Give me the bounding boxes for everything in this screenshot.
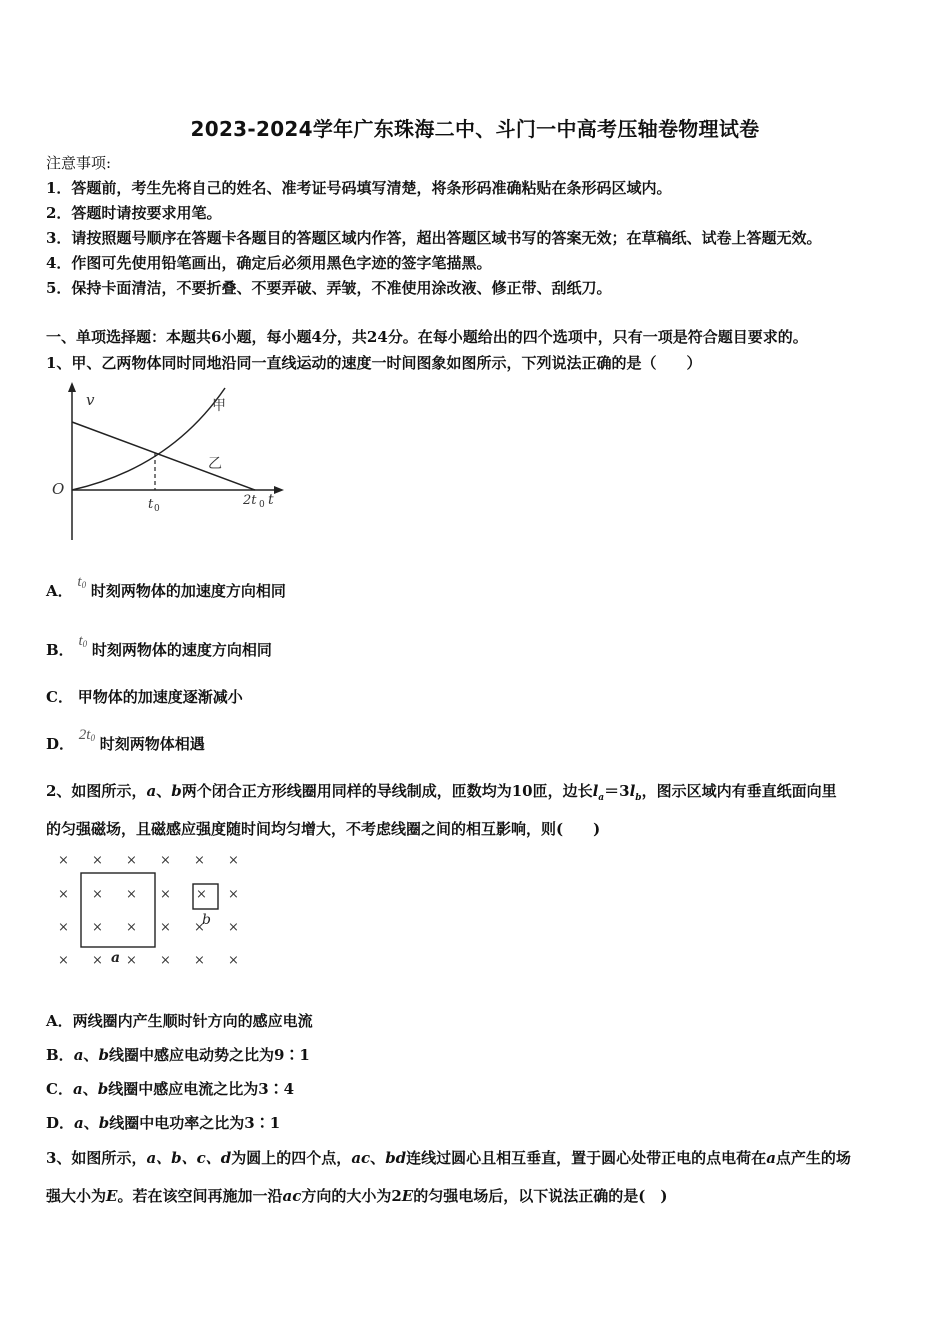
tick-2t0: 2t xyxy=(243,493,257,508)
svg-text:×: × xyxy=(92,853,103,868)
text-seg: 、 xyxy=(82,1080,98,1098)
option-math-sub: 0 xyxy=(81,580,87,590)
var-a: a xyxy=(73,1046,84,1064)
vt-graph xyxy=(40,380,290,540)
svg-text:×: × xyxy=(126,953,137,968)
option-text: 线圈中感应电动势之比为9∶1 xyxy=(108,1046,310,1064)
line-yi xyxy=(72,422,255,490)
text-seg: 点产生的场 xyxy=(775,1149,851,1167)
var-points: a、b、c、d xyxy=(146,1149,232,1167)
option-math-sub: 0 xyxy=(82,639,88,649)
option-text: 时刻两物体的速度方向相同 xyxy=(91,641,272,659)
svg-text:×: × xyxy=(92,887,103,902)
option-text: 时刻两物体的加速度方向相同 xyxy=(90,582,286,600)
var-la: l xyxy=(592,782,599,800)
note-item-4: 4．作图可先使用铅笔画出，确定后必须用黑色字迹的签字笔描黑。 xyxy=(46,254,492,272)
option-math-sub: 0 xyxy=(90,733,95,743)
label-jia: 甲 xyxy=(212,398,226,414)
var-b: b xyxy=(98,1114,110,1132)
notes-heading: 注意事项: xyxy=(46,154,112,172)
q1-stem: 1、甲、乙两物体同时同地沿同一直线运动的速度一时间图象如图所示，下列说法正确的是（ ） xyxy=(46,354,702,372)
option-text: 甲物体的加速度逐渐减小 xyxy=(77,688,243,706)
option-letter: B． xyxy=(46,641,74,659)
svg-text:×: × xyxy=(194,853,205,868)
q3-stem-line1 xyxy=(46,1147,851,1168)
q2-stem-line1 xyxy=(46,780,837,803)
page-title: 2023-2024学年广东珠海二中、斗门一中高考压轴卷物理试卷 xyxy=(190,117,760,141)
text-seg: ＝3 xyxy=(604,782,630,800)
tick-t0-sub: 0 xyxy=(154,504,160,514)
note-item-3: 3．请按照题号顺序在答题卡各题目的答题区域内作答，超出答题区域书写的答案无效；在草稿纸、试卷上答题无效。 xyxy=(46,229,822,247)
text-seg: 连线过圆心且相互垂直，置于圆心处带正电的点电荷在 xyxy=(406,1149,767,1167)
note-item-1: 1．答题前，考生先将自己的姓名、准考证号码填写清楚，将条形码准确粘贴在条形码区域内。 xyxy=(46,179,672,197)
text-seg: 、 xyxy=(83,1046,99,1064)
option-letter: C． xyxy=(46,1080,73,1098)
svg-text:×: × xyxy=(228,853,239,868)
q1-option-c[interactable] xyxy=(46,686,243,707)
magnetic-field-figure xyxy=(50,848,250,973)
svg-text:×: × xyxy=(58,887,69,902)
note-item-2: 2．答题时请按要求用笔。 xyxy=(46,204,222,222)
svg-text:×: × xyxy=(160,920,171,935)
option-math: t xyxy=(77,574,82,590)
option-text: 两线圈内产生顺时针方向的感应电流 xyxy=(72,1012,313,1030)
label-yi: 乙 xyxy=(208,456,222,472)
q2-option-d[interactable] xyxy=(46,1112,280,1133)
var-ac: ac xyxy=(282,1187,302,1205)
option-math: 2t xyxy=(78,727,91,743)
svg-text:×: × xyxy=(126,853,137,868)
svg-text:×: × xyxy=(194,953,205,968)
var-E: E xyxy=(106,1187,118,1205)
svg-text:×: × xyxy=(92,920,103,935)
var-bd: bd xyxy=(385,1149,407,1167)
text-seg: ，图示区域内有垂直纸面向里 xyxy=(641,782,837,800)
origin-label: O xyxy=(52,480,65,498)
svg-text:×: × xyxy=(228,887,239,902)
option-letter: C． xyxy=(46,688,73,706)
text-seg: 方向的大小为2 xyxy=(301,1187,402,1205)
svg-text:×: × xyxy=(194,920,205,935)
svg-text:×: × xyxy=(58,853,69,868)
curve-jia xyxy=(72,388,225,490)
svg-text:×: × xyxy=(126,920,137,935)
var-lb-sub: b xyxy=(635,793,642,803)
q2-stem-line2: 的匀强磁场，且磁感应强度随时间均匀增大，不考虑线圈之间的相互影响，则( ) xyxy=(46,820,601,838)
option-text: 时刻两物体相遇 xyxy=(99,735,205,753)
label-a: a xyxy=(111,950,121,966)
text-seg: 、 xyxy=(83,1114,99,1132)
var-a: a xyxy=(146,782,157,800)
q1-option-d[interactable] xyxy=(46,727,205,754)
q1-option-a[interactable] xyxy=(46,574,286,601)
text-seg: 2、如图所示， xyxy=(46,782,147,800)
text-seg: 的匀强电场后，以下说法正确的是( ) xyxy=(413,1187,668,1205)
option-letter: A． xyxy=(46,582,73,600)
var-E: E xyxy=(401,1187,414,1205)
section-heading: 一、单项选择题：本题共6小题，每小题4分，共24分。在每小题给出的四个选项中，只有一项是符合题目要求的。 xyxy=(46,328,808,346)
text-seg: 。若在该空间再施加一沿 xyxy=(117,1187,283,1205)
tick-t0: t xyxy=(148,497,154,512)
svg-text:×: × xyxy=(58,953,69,968)
t-axis-arrow xyxy=(274,486,284,494)
text-seg: 、 xyxy=(156,782,172,800)
var-a: a xyxy=(766,1149,776,1167)
text-seg: 两个闭合正方形线圈用同样的导线制成，匝数均为10匝，边长 xyxy=(181,782,593,800)
note-item-5: 5．保持卡面清洁，不要折叠、不要弄破、弄皱，不准使用涂改液、修正带、刮纸刀。 xyxy=(46,279,612,297)
var-la-sub: a xyxy=(598,793,605,803)
tick-2t0-sub: 0 xyxy=(259,500,265,510)
svg-text:×: × xyxy=(228,953,239,968)
option-letter: B． xyxy=(46,1046,74,1064)
text-seg: 为圆上的四个点， xyxy=(231,1149,352,1167)
svg-text:×: × xyxy=(58,920,69,935)
q3-stem-line2 xyxy=(46,1185,667,1206)
var-lb: l xyxy=(629,782,636,800)
var-b: b xyxy=(98,1046,109,1064)
text-seg: 3、如图所示， xyxy=(46,1149,147,1167)
option-math: t xyxy=(78,633,83,649)
q2-option-c[interactable] xyxy=(46,1078,294,1099)
svg-text:×: × xyxy=(160,887,171,902)
var-a: a xyxy=(74,1114,84,1132)
text-seg: 强大小为 xyxy=(46,1187,107,1205)
q1-option-b[interactable] xyxy=(46,633,272,660)
svg-text:×: × xyxy=(160,953,171,968)
label-b: b xyxy=(202,912,211,928)
svg-text:×: × xyxy=(126,887,137,902)
svg-text:×: × xyxy=(196,887,207,902)
axis-t-label: t xyxy=(268,492,274,508)
option-text: 线圈中感应电流之比为3∶4 xyxy=(108,1080,295,1098)
var-b: b xyxy=(97,1080,109,1098)
axis-v-label: v xyxy=(86,391,95,409)
svg-text:×: × xyxy=(92,953,103,968)
option-letter: D． xyxy=(46,735,75,753)
var-ac: ac xyxy=(351,1149,371,1167)
option-letter: A． xyxy=(46,1012,73,1030)
q2-option-b[interactable] xyxy=(46,1044,310,1065)
svg-text:×: × xyxy=(160,853,171,868)
text-seg: 、 xyxy=(370,1149,386,1167)
var-a: a xyxy=(72,1080,83,1098)
svg-text:×: × xyxy=(228,920,239,935)
coil-a xyxy=(81,873,155,947)
var-b: b xyxy=(171,782,182,800)
q2-option-a[interactable] xyxy=(46,1010,313,1031)
option-text: 线圈中电功率之比为3∶1 xyxy=(109,1114,281,1132)
option-letter: D． xyxy=(46,1114,75,1132)
v-axis-arrow xyxy=(68,382,76,392)
field-marks xyxy=(58,853,239,968)
